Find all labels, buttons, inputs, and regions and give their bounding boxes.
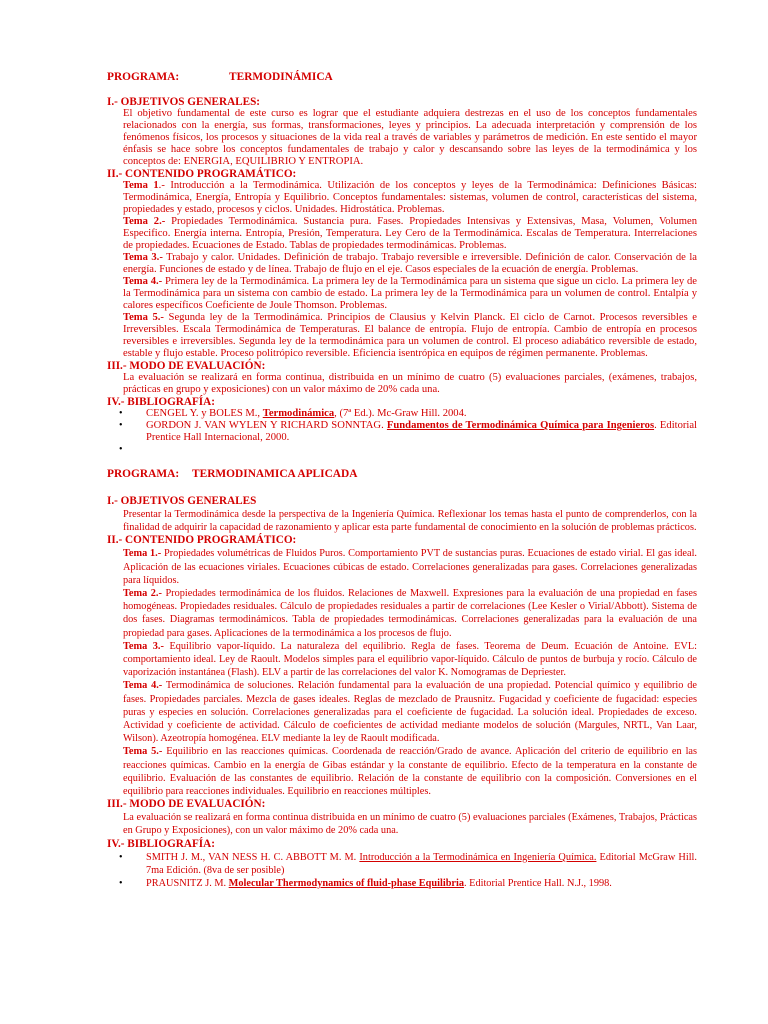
tema-text: Primera ley de la Termodinámica. La primera ley de la Termodinámica para un sistema que sigue un ciclo. La primera ley de la Termodinámica para un sistema con cambio de estado. La primera ley de la Termodinámica para un volumen de control. Entalpía y calores específicos Coeficiente de Joule Thomson. Problemas. (123, 276, 697, 311)
bibliography-heading: IV.- BIBLIOGRAFÍA: (107, 396, 215, 408)
tema-text: Introducción a la Termodinámica. Utilización de los conceptos y leyes de la Termodinámica: Definiciones Básicas: Termodinámica, Energía, Entropía y Equilibrio. Conceptos fundamentales: sistemas, volumen de control, características del sistema, propiedades y estado, procesos y ciclos. Unidades. Hidrostática. Problemas. (123, 180, 697, 215)
objectives-text: El objetivo fundamental de este curso es lograr que el estudiante adquiera destrezas en el uso de los conceptos fundamentales relacionados con la energía, sus formas, transformaciones, leyes y principios. La adecuada interpretación y comprensión de los fenómenos físicos, los procesos y situaciones de la vida real a través de variables y parámetros de medición. En este sentido el mayor énfasis se hace sobre los conceptos fundamentales de trabajo y calor y descansando sobre las leyes de la termodinámica y los conceptos de: ENERGIA, EQUILIBRIO Y ENTROPIA. (123, 108, 697, 167)
program-2-title (107, 468, 697, 480)
evaluation-heading: III.- MODO DE EVALUACIÓN: (107, 360, 266, 372)
tema-item (107, 640, 697, 680)
evaluation-heading: III.- MODO DE EVALUACIÓN: (107, 798, 266, 811)
tema-text: Trabajo y calor. Unidades. Definición de trabajo. Trabajo reversible e irreversible. Definición de calor. Conservación de la energía. Funciones de estado y de línea. Trabajo de flujo en el eje. Casos especiales de la ecuación de energía. Problemas. (123, 252, 697, 275)
tema-label: Tema 4.- (123, 276, 163, 287)
content-heading: II.- CONTENIDO PROGRAMÁTICO: (107, 168, 297, 180)
tema-item (107, 745, 697, 798)
bibliography-item: • CENGEL Y. y BOLES M., Termodinámica, (7ª Ed.). Mc-Graw Hill. 2004. (119, 408, 467, 419)
program-1-body (107, 96, 697, 456)
tema-text: Propiedades Termodinámica. Sustancia pura. Fases. Propiedades Intensivas y Extensivas, Masa, Volumen, Volumen Especifico. Energía interna. Entropía, Presión, Temperatura. Ley Cero de la Termodinámica. Escalas de Temperatura. Interrelaciones de propiedades. Ecuaciones de Estado. Tablas de propiedades termodinámicas. Problemas. (123, 216, 698, 251)
tema-text: Propiedades volumétricas de Fluidos Puros. Comportamiento PVT de sustancias puras. Ecuaciones de estado virial. El gas ideal. Aplicación de las ecuaciones viriales. Ecuaciones cúbicas de estado. Correlaciones generalizadas para gases. Correlaciones generalizadas para líquidos. (123, 548, 698, 586)
tema-label: Tema 3.- (123, 252, 163, 263)
bibliography-item: • GORDON J. VAN WYLEN Y RICHARD SONNTAG. Fundamentos de Termodinámica Química para Ingenieros. Editorial Prentice Hall Internacional, 2000. (119, 420, 697, 443)
book-title: Molecular Thermodynamics of fluid-phase Equilibria (228, 878, 464, 890)
bullet-icon: • (119, 408, 123, 419)
book-title: Introducción a la Termodinámica en Ingeniería Química. (359, 851, 597, 863)
content-heading: II.- CONTENIDO PROGRAMÁTICO: (107, 534, 297, 547)
tema-item (107, 547, 697, 587)
tema-label: Tema 3.- (123, 640, 164, 652)
bullet-icon: • (119, 878, 123, 890)
tema-item (107, 216, 697, 252)
tema-text: Equilibrio en las reacciones químicas. Coordenada de reacción/Grado de avance. Aplicación del criterio de equilibrio en las reacciones químicas. Cambio en la energía de Gibas estándar y la constante de equilibrio. Efecto de la temperatura en la constante de equilibrio. Evaluación de las constantes de equilibrio. Relación de la constante de equilibrio con la composición. Conversiones en el equilibrio para reacciones individuales. Equilibrio en reacciones múltiples. (123, 746, 698, 798)
bibliography-item-empty (107, 444, 697, 456)
tema-item: Tema 1.- Introducción a la Termodinámica. Utilización de los conceptos y leyes de la Termodinámica: Definiciones Básicas: Termodinámica, Energía, Entropía y Equilibrio. Conceptos fundamentales: sistemas, volumen de control, características del sistema, propiedades y estado, procesos y ciclos. Unidades. Hidrostática. Problemas. (123, 180, 697, 215)
tema-item (107, 312, 697, 360)
program-label: PROGRAMA: (107, 71, 180, 83)
bullet-icon: • (119, 420, 123, 431)
bibliography-item: • SMITH J. M., VAN NESS H. C. ABBOTT M. M. Introducción a la Termodinámica en Ingeniería Química. Editorial McGraw Hill. 7ma Edición. (8va de ser posible) (119, 851, 697, 876)
book-title: Termodinámica (262, 408, 335, 419)
tema-label: Tema 5.- (123, 746, 163, 758)
tema-label: Tema 4.- (123, 680, 163, 692)
tema-label: Tema 2.- (123, 588, 162, 600)
program-name: TERMODINAMICA APLICADA (192, 468, 358, 480)
tema-text: Equilibrio vapor-líquido. La naturaleza del equilibrio. Regla de fases. Teorema de Deum. Ecuación de Antoine. EVL: comportamiento ideal. Ley de Raoult. Modelos simples para el equilibrio vapor-líquido. Cálculo de puntos de burbuja y rocío. Cálculo de vaporización instantánea (Flash). ELV a partir de las correlaciones del valor K. Nomogramas de Depriester. (123, 640, 697, 679)
tema-text: Propiedades termodinámica de los fluidos. Relaciones de Maxwell. Expresiones para la evaluación de una propiedad en fases homogéneas. Propiedades residuales. Cálculo de propiedades residuales a partir de correlaciones (Lee Kesler o Virial/Abbott). Sistema de dos fases. Diagramas termodinámicos. Tabla de propiedades termodinámicas. Correlaciones generalizadas para la evaluación de una propiedad para gases. Aplicaciones de la termodinámica a los procesos de flujo. (123, 588, 698, 639)
tema-label: Tema 2.- (123, 216, 166, 227)
bullet-icon: • (119, 851, 123, 863)
tema-item (107, 276, 697, 312)
program-label: PROGRAMA: (107, 468, 180, 480)
objectives-heading: I.- OBJETIVOS GENERALES: (107, 96, 261, 108)
tema-item (107, 679, 697, 745)
program-1-title (107, 71, 697, 83)
objectives-text: Presentar la Termodinámica desde la perspectiva de la Ingeniería Química. Reflexionar los temas hasta el punto de comprenderlos, con la finalidad de adquirir la capacidad de razonamiento y aplicar esta parte fundamental de conocimiento en la solución de problemas prácticos. (123, 509, 697, 534)
tema-label: Tema 1 (123, 180, 159, 191)
program-name: TERMODINÁMICA (229, 71, 333, 83)
tema-item (107, 252, 697, 276)
evaluation-text: La evaluación se realizará en forma continua, distribuida en un mínimo de cuatro (5) evaluaciones parciales, (exámenes, trabajos, prácticas en grupo y exposiciones) con un valor máximo de 20% cada una. (123, 372, 697, 395)
tema-label: Tema 1.- (123, 548, 162, 560)
tema-item (107, 587, 697, 640)
bibliography-heading: IV.- BIBLIOGRAFÍA: (107, 837, 215, 850)
bullet-icon: • (119, 444, 123, 455)
tema-label: Tema 5.- (123, 312, 164, 323)
program-2-body (107, 495, 697, 890)
tema-text: Termodinámica de soluciones. Relación fundamental para la evaluación de una propiedad. Potencial químico y equilibrio de fases. Propiedades parciales. Mezcla de gases ideales. Reglas de mezclado de Prausnitz. Fugacidad y coeficiente de fugacidad: especies puras y especies en solución. Correlaciones generalizadas para el coeficiente de fugacidad. La solución ideal. Propiedades de exceso. Actividad y coeficiente de actividad. Cálculo de coeficientes de actividad mediante modelos de solución (Margules, NRTL, Van Laar, Wilson). Azeotropía homogénea. ELV mediante la ley de Raoult modificada. (123, 680, 698, 745)
objectives-heading: I.- OBJETIVOS GENERALES (107, 495, 257, 507)
bibliography-item: • PRAUSNITZ J. M. Molecular Thermodynamics of fluid-phase Equilibria. Editorial Prentice Hall. N.J., 1998. (119, 878, 612, 890)
evaluation-text: La evaluación se realizará en forma continua distribuida en un mínimo de cuatro (5) evaluaciones parciales (Exámenes, Trabajos, Prácticas en Grupo y Exposiciones), con un valor máximo de 20% cada una. (123, 812, 697, 837)
book-title: Fundamentos de Termodinámica Química para Ingenieros (386, 420, 655, 431)
tema-text: Segunda ley de la Termodinámica. Principios de Clausius y Kelvin Planck. El ciclo de Carnot. Procesos reversibles e Irreversibles. Escala Termodinámica de Temperaturas. El balance de entropía. Flujo de entropía. Cambio de entropía en procesos reversibles e irreversibles. Segunda ley de la termodinámica para un volumen de control. El proceso adiabático reversible de estado, estable y flujo estable. Proceso politrópico reversible. Eficiencia isentrópica en equipos de régimen permanente. Problemas. (123, 312, 697, 359)
